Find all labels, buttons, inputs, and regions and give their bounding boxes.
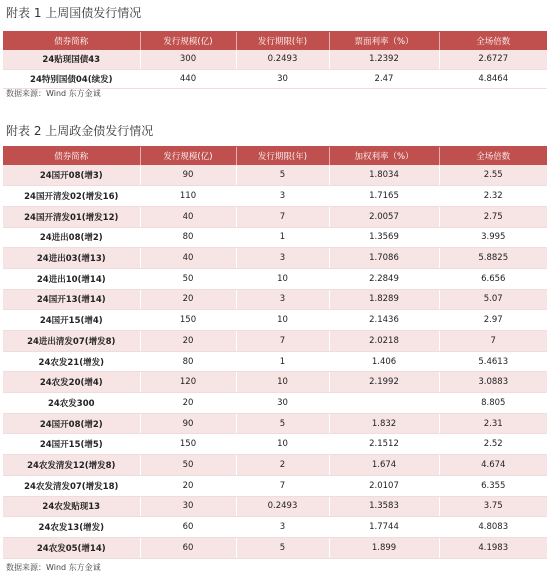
column-header: 发行期限(年): [236, 147, 329, 165]
table-cell: 300: [140, 50, 236, 69]
table-cell: 2.0107: [329, 475, 439, 496]
table-cell: 2.55: [439, 165, 547, 186]
bond-name-cell: 24进出03(增13): [3, 248, 140, 269]
bond-name-cell: 24农发贴现13: [3, 496, 140, 517]
table-cell: 1: [236, 351, 329, 372]
table-cell: 2.32: [439, 186, 547, 207]
bond-name-cell: 24国开15(增4): [3, 310, 140, 331]
table-cell: 90: [140, 165, 236, 186]
table-cell: 5.07: [439, 289, 547, 310]
column-header: 发行规模(亿): [140, 147, 236, 165]
table-cell: 3: [236, 517, 329, 538]
bond-name-cell: 24农发05(增14): [3, 537, 140, 558]
table-row: [3, 206, 547, 227]
table-cell: 5: [236, 413, 329, 434]
bond-name-cell: 24农发300: [3, 393, 140, 414]
table-cell: [329, 393, 439, 414]
column-header: 加权利率（%）: [329, 147, 439, 165]
table1-source: 数据来源：Wind 东方金诚: [6, 89, 101, 98]
table-cell: 2.47: [329, 69, 439, 88]
table-cell: 6.656: [439, 268, 547, 289]
table-cell: 2.1436: [329, 310, 439, 331]
table-cell: 110: [140, 186, 236, 207]
bond-name-cell: 24特别国债04(续发): [3, 69, 140, 88]
table-row: [3, 310, 547, 331]
table-cell: 2.1512: [329, 434, 439, 455]
column-header: 债券简称: [3, 147, 140, 165]
table-cell: 1.2392: [329, 50, 439, 69]
table-cell: 1.7165: [329, 186, 439, 207]
table-row: [3, 69, 547, 88]
table-row: [3, 186, 547, 207]
table-cell: 0.2493: [236, 50, 329, 69]
table-cell: 40: [140, 206, 236, 227]
table-cell: 1.7744: [329, 517, 439, 538]
table-cell: 10: [236, 310, 329, 331]
column-header: 发行规模(亿): [140, 32, 236, 50]
table-cell: 1.7086: [329, 248, 439, 269]
table2-source: 数据来源：Wind 东方金诚: [6, 563, 101, 572]
table-cell: 3: [236, 248, 329, 269]
table-cell: 20: [140, 393, 236, 414]
table-row: [3, 372, 547, 393]
table-cell: 50: [140, 455, 236, 476]
table-cell: 50: [140, 268, 236, 289]
table-cell: 5: [236, 165, 329, 186]
table-cell: 2.1992: [329, 372, 439, 393]
bond-name-cell: 24农发21(增发): [3, 351, 140, 372]
table-cell: 0.2493: [236, 496, 329, 517]
table-cell: 2.52: [439, 434, 547, 455]
table-cell: 6.355: [439, 475, 547, 496]
table-cell: 5.4613: [439, 351, 547, 372]
table-cell: 80: [140, 351, 236, 372]
table-cell: 2.75: [439, 206, 547, 227]
bond-name-cell: 24国开08(增2): [3, 413, 140, 434]
table-row: [3, 50, 547, 69]
table-cell: 8.805: [439, 393, 547, 414]
bond-name-cell: 24国开清发02(增发16): [3, 186, 140, 207]
table-cell: 3.0883: [439, 372, 547, 393]
table-cell: 90: [140, 413, 236, 434]
bond-name-cell: 24国开清发01(增发12): [3, 206, 140, 227]
bond-name-cell: 24农发清发12(增发8): [3, 455, 140, 476]
table-row: [3, 455, 547, 476]
table-cell: 3: [236, 186, 329, 207]
table-row: [3, 331, 547, 352]
bond-name-cell: 24国开13(增14): [3, 289, 140, 310]
table-cell: 2.0218: [329, 331, 439, 352]
table-cell: 150: [140, 434, 236, 455]
table-cell: 1.3583: [329, 496, 439, 517]
table-header-row: [3, 147, 547, 165]
table-cell: 20: [140, 289, 236, 310]
table-cell: 7: [236, 206, 329, 227]
table-cell: 2: [236, 455, 329, 476]
table-row: [3, 517, 547, 538]
treasury-issuance-table: [3, 32, 547, 89]
table-row: [3, 434, 547, 455]
table-cell: 1.832: [329, 413, 439, 434]
table-row: [3, 227, 547, 248]
table-cell: 3: [236, 289, 329, 310]
table1-title: 附表 1 上周国债发行情况: [6, 6, 142, 20]
table-cell: 60: [140, 517, 236, 538]
bond-name-cell: 24国开08(增3): [3, 165, 140, 186]
table-row: [3, 165, 547, 186]
table-cell: 1.3569: [329, 227, 439, 248]
table-cell: 2.31: [439, 413, 547, 434]
table-cell: 7: [236, 331, 329, 352]
table-cell: 5.8825: [439, 248, 547, 269]
table-cell: 3.995: [439, 227, 547, 248]
table-row: [3, 289, 547, 310]
table-row: [3, 496, 547, 517]
bond-name-cell: 24国开15(增5): [3, 434, 140, 455]
table-cell: 1: [236, 227, 329, 248]
table-cell: 20: [140, 475, 236, 496]
column-header: 债券简称: [3, 32, 140, 50]
table-cell: 7: [236, 475, 329, 496]
column-header: 发行期限(年): [236, 32, 329, 50]
column-header: 全场倍数: [439, 32, 547, 50]
table-cell: 1.8034: [329, 165, 439, 186]
table2-title: 附表 2 上周政金债发行情况: [6, 124, 154, 138]
table-cell: 20: [140, 331, 236, 352]
policy-bank-bond-issuance-table: [3, 147, 547, 559]
table-row: [3, 351, 547, 372]
table-cell: 7: [439, 331, 547, 352]
table-cell: 60: [140, 537, 236, 558]
table-row: [3, 268, 547, 289]
bond-name-cell: 24进出10(增14): [3, 268, 140, 289]
table-cell: 1.674: [329, 455, 439, 476]
table-cell: 4.1983: [439, 537, 547, 558]
table-cell: 3.75: [439, 496, 547, 517]
table-header-row: [3, 32, 547, 50]
table-cell: 40: [140, 248, 236, 269]
table-cell: 440: [140, 69, 236, 88]
table-cell: 2.2849: [329, 268, 439, 289]
table-cell: 4.8464: [439, 69, 547, 88]
bond-name-cell: 24进出清发07(增发8): [3, 331, 140, 352]
bond-name-cell: 24进出08(增2): [3, 227, 140, 248]
table-row: [3, 475, 547, 496]
table-cell: 1.899: [329, 537, 439, 558]
bond-name-cell: 24农发13(增发): [3, 517, 140, 538]
table-cell: 4.8083: [439, 517, 547, 538]
table-cell: 10: [236, 372, 329, 393]
bond-name-cell: 24农发20(增4): [3, 372, 140, 393]
table-cell: 1.406: [329, 351, 439, 372]
table-cell: 5: [236, 537, 329, 558]
table-row: [3, 413, 547, 434]
table-cell: 150: [140, 310, 236, 331]
table-cell: 30: [236, 69, 329, 88]
table-cell: 80: [140, 227, 236, 248]
table-cell: 30: [236, 393, 329, 414]
table-cell: 4.674: [439, 455, 547, 476]
bond-name-cell: 24农发清发07(增发18): [3, 475, 140, 496]
bond-name-cell: 24贴现国债43: [3, 50, 140, 69]
table-cell: 2.6727: [439, 50, 547, 69]
table-cell: 120: [140, 372, 236, 393]
table-cell: 1.8289: [329, 289, 439, 310]
table-cell: 2.0057: [329, 206, 439, 227]
table-cell: 10: [236, 434, 329, 455]
table-row: [3, 537, 547, 558]
column-header: 全场倍数: [439, 147, 547, 165]
table-cell: 10: [236, 268, 329, 289]
column-header: 票面利率（%）: [329, 32, 439, 50]
table-cell: 2.97: [439, 310, 547, 331]
table-cell: 30: [140, 496, 236, 517]
table-row: [3, 248, 547, 269]
table-row: [3, 393, 547, 414]
